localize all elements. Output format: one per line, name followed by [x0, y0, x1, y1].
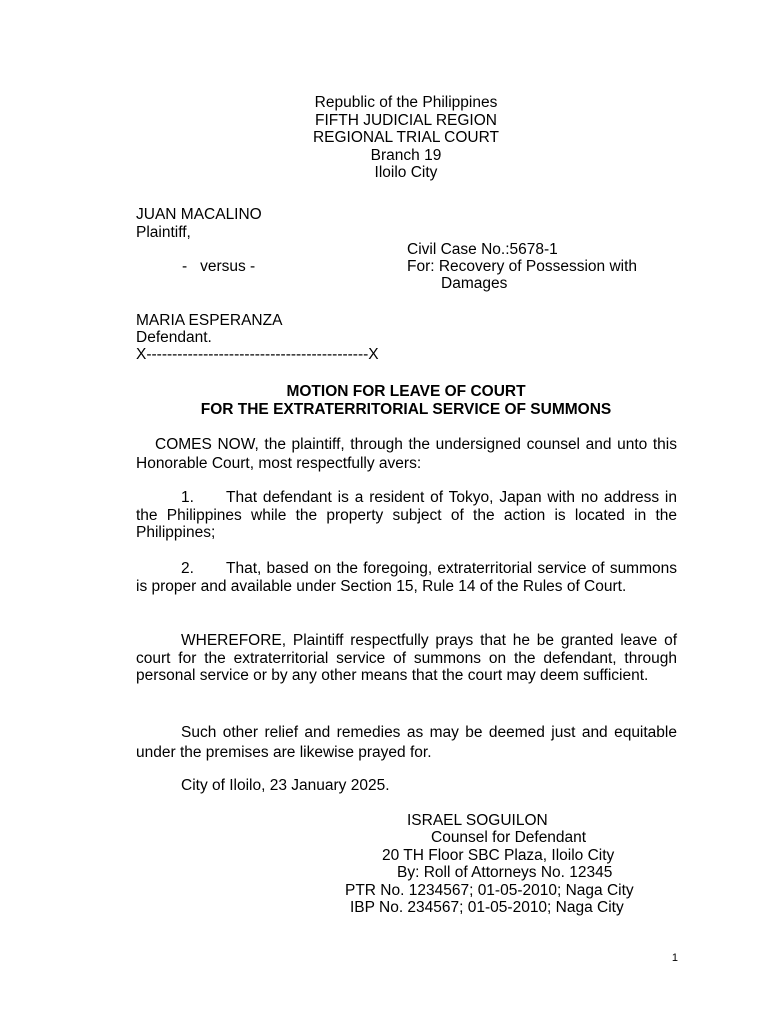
counsel-ibp: IBP No. 234567; 01-05-2010; Naga City [350, 899, 624, 916]
page-number: 1 [671, 952, 678, 964]
counsel-role: Counsel for Defendant [431, 829, 587, 846]
intro-paragraph: COMES NOW, the plaintiff, through the undersigned counsel and unto this Honorable Court, most respectfully avers: [136, 436, 677, 472]
item-1-number: 1. [181, 489, 194, 506]
counsel-roll-number: By: Roll of Attorneys No. 12345 [397, 864, 613, 881]
header-city: Iloilo City [374, 164, 438, 181]
case-number: Civil Case No.:5678-1 [407, 241, 558, 258]
motion-title-line2: FOR THE EXTRATERRITORIAL SERVICE OF SUMMONS [200, 401, 612, 418]
counsel-name: ISRAEL SOGUILON [407, 812, 548, 829]
plaintiff-name: JUAN MACALINO [136, 206, 262, 223]
plaintiff-label: Plaintiff, [136, 224, 191, 241]
defendant-name: MARIA ESPERANZA [136, 312, 283, 329]
date-line: City of Iloilo, 23 January 2025. [181, 777, 390, 794]
header-branch: Branch 19 [370, 146, 442, 164]
wherefore-paragraph: WHEREFORE, Plaintiff respectfully prays that he be granted leave of court for the extraterritorial service of summons on the defendant, through personal service or by any other means that the court may deem sufficient. [136, 632, 677, 684]
counsel-ptr: PTR No. 1234567; 01-05-2010; Naga City [345, 882, 634, 899]
defendant-label: Defendant. [136, 329, 212, 346]
caption-divider: X-------------------------------------------X [136, 346, 379, 363]
numbered-item-2 [136, 560, 677, 595]
header-region: FIFTH JUDICIAL REGION [315, 111, 497, 129]
motion-title-line1: MOTION FOR LEAVE OF COURT [286, 383, 526, 400]
header-court: REGIONAL TRIAL COURT [312, 129, 500, 146]
item-1-text: That defendant is a resident of Tokyo, Japan with no address in the Philippines while the property subject of the action is located in the Philippines; [136, 489, 677, 541]
case-nature-line2: Damages [441, 275, 508, 292]
header-republic: Republic of the Philippines [314, 94, 498, 111]
case-nature-line1: For: Recovery of Possession with [407, 258, 638, 275]
counsel-address: 20 TH Floor SBC Plaza, Iloilo City [382, 847, 615, 864]
versus-label: - versus - [182, 258, 256, 275]
numbered-item-1 [136, 489, 677, 542]
court-header [0, 94, 768, 182]
item-2-number: 2. [181, 560, 194, 577]
other-relief-paragraph: Such other relief and remedies as may be deemed just and equitable under the premises are likewise prayed for. [136, 724, 677, 761]
item-2-text: That, based on the foregoing, extraterritorial service of summons is proper and available under Section 15, Rule 14 of the Rules of Court. [136, 560, 677, 595]
